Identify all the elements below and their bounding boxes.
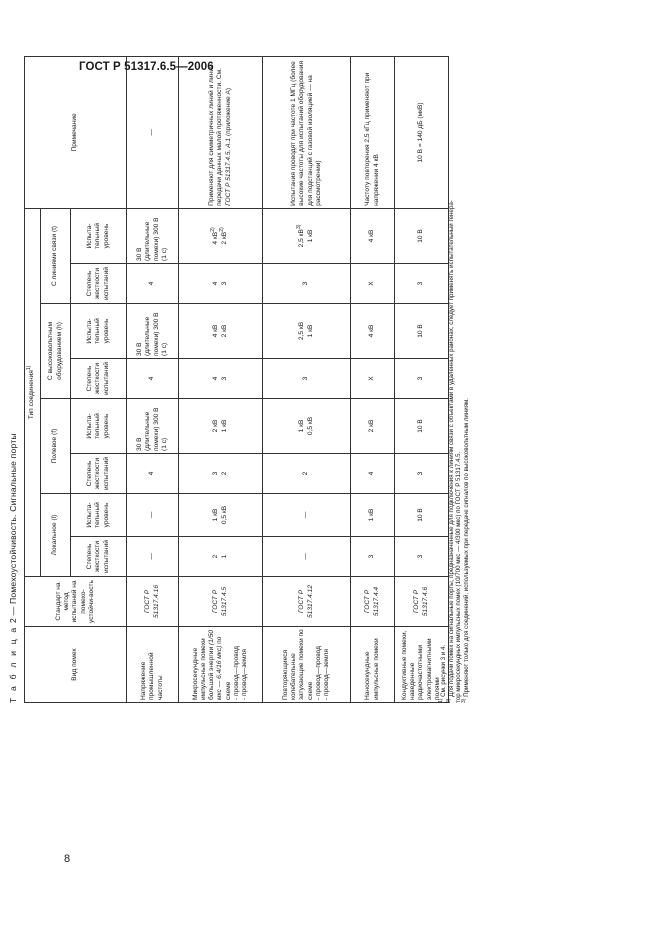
- note-post: (приложение А): [224, 87, 232, 138]
- footnote: [445, 57, 456, 703]
- note-italic: ГОСТ Р 51317.4.5, А.1: [224, 137, 232, 206]
- cell-f-level: 2 кВ: [351, 399, 395, 454]
- cell-f-severity: 3: [395, 454, 449, 494]
- value-2: 1 кВ: [220, 419, 228, 433]
- cell-l-severity: 3: [351, 537, 395, 577]
- cell-h-level: [263, 304, 351, 359]
- value-1: 4: [212, 281, 220, 286]
- caption-label: Т а б л и ц а: [8, 625, 18, 703]
- value-1: 2 кВ: [212, 419, 220, 433]
- cell-l-severity: 3: [395, 537, 449, 577]
- cell-note: Частоту повторения 2,5 кГц применяют при напряжении 4 кВ: [351, 56, 395, 208]
- cell-type-sub1: - провод—провод: [232, 645, 240, 700]
- cell-type-italic: (1/50 мкс — 6,4/16 мкс): [208, 629, 224, 700]
- cell-h-severity: [179, 359, 263, 399]
- value-1: 2,5 кВ: [298, 321, 306, 341]
- header-connection-text: Тип соединения: [28, 370, 36, 420]
- table-row: [127, 56, 179, 702]
- cell-t-level: 30 В (длительные помехи) 300 В (1 с): [127, 208, 179, 263]
- note-text: Применяют для симметричных линий и линий передачи данных малой протяженности. См.: [208, 64, 224, 206]
- cell-type: [263, 627, 351, 703]
- value-2: 3: [220, 376, 228, 381]
- footnote-ref: 3): [296, 224, 303, 230]
- header-note: Примечание: [25, 56, 127, 208]
- cell-l-level: 10 В: [395, 494, 449, 537]
- cell-standard: ГОСТ Р 51317.4.5: [179, 577, 263, 627]
- cell-f-severity: 4: [351, 454, 395, 494]
- cell-note: —: [127, 56, 179, 208]
- value-2: 3: [220, 281, 228, 286]
- cell-standard: ГОСТ Р 51317.4.4: [351, 577, 395, 627]
- header-level: Испыта-тельный уровень: [71, 208, 127, 263]
- footnote: [437, 57, 448, 703]
- footnote: [455, 57, 463, 703]
- cell-l-severity: [179, 537, 263, 577]
- header-field: Полевое (f): [41, 399, 71, 494]
- cell-l-severity: —: [263, 537, 351, 577]
- value-2: 2 кВ: [220, 324, 228, 338]
- rotated-table-block: [2, 57, 492, 703]
- header-severity: Степень жесткости испытаний: [71, 264, 127, 304]
- header-severity: Степень жесткости испытаний: [71, 537, 127, 577]
- header-level: Испыта-тельный уровень: [71, 304, 127, 359]
- cell-f-severity: 4: [127, 454, 179, 494]
- caption-text: 2 — Помехоустойчивость. Сигнальные порты: [8, 433, 18, 623]
- header-type: Вид помех: [25, 627, 127, 703]
- cell-note: Испытания проводят при частоте 1 МГц (более высокие частоты для испытаний оборудования для подстанций с газовой изоляцией — на рассмотрении): [263, 56, 351, 208]
- cell-l-severity: —: [127, 537, 179, 577]
- cell-t-severity: 4: [127, 264, 179, 304]
- cell-l-level: —: [127, 494, 179, 537]
- cell-type: Наносекундные импульсные помехи: [351, 627, 395, 703]
- cell-h-severity: 3: [395, 359, 449, 399]
- cell-f-level: 30 В (длительные помехи) 300 В (1 с): [127, 399, 179, 454]
- cell-h-level: 4 кВ: [351, 304, 395, 359]
- cell-t-level: [263, 208, 351, 263]
- cell-standard: ГОСТ Р 51317.4.12: [263, 577, 351, 627]
- footnote-mark: 2): [445, 698, 452, 703]
- header-severity: Степень жесткости испытаний: [71, 359, 127, 399]
- cell-type: Напряжение промышленной частоты: [127, 627, 179, 703]
- value-2: 2 кВ: [220, 231, 228, 245]
- value-1: 3: [212, 471, 220, 476]
- value-1: 1 кВ: [298, 419, 306, 433]
- cell-h-severity: 4: [127, 359, 179, 399]
- cell-h-level: 30 В (длительные помехи) 300 В (1 с): [127, 304, 179, 359]
- cell-type-sub2: - провод—земля: [240, 649, 248, 700]
- table-row: [263, 56, 351, 702]
- value-1: 4: [212, 376, 220, 381]
- cell-t-severity: X: [351, 264, 395, 304]
- document-header: ГОСТ Р 51317.6.5—2006: [79, 61, 214, 73]
- value-1: 2: [212, 554, 220, 559]
- header-connection-sup: 1): [26, 365, 33, 371]
- table-row: [351, 56, 395, 702]
- cell-f-severity: [179, 454, 263, 494]
- header-severity: Степень жесткости испытаний: [71, 454, 127, 494]
- immunity-table: [24, 56, 449, 703]
- table-row: [179, 56, 263, 702]
- cell-type-text: Микросекундные импульсные помехи большой энергии: [192, 638, 216, 700]
- value-1: 1 кВ: [212, 508, 220, 522]
- header-standard: Стандарт на метод испытаний на помехо-устойчи-вость: [25, 577, 127, 627]
- cell-standard: ГОСТ Р 51317.4.6: [395, 577, 449, 627]
- cell-type-sub2: - провод—земля: [322, 649, 330, 700]
- footnote: [460, 57, 471, 703]
- cell-type-sub1: - провод—провод: [314, 645, 322, 700]
- header-local: Локальное (l): [41, 494, 71, 577]
- cell-f-level: 10 В: [395, 399, 449, 454]
- table-caption: [2, 57, 24, 703]
- footnote-mark: 3): [460, 698, 467, 703]
- cell-h-severity: 3: [263, 359, 351, 399]
- value-2: 1 кВ: [306, 324, 314, 338]
- value-1: 2,5 кВ: [298, 229, 306, 248]
- footnotes: [437, 57, 470, 703]
- header-level: Испыта-тельный уровень: [71, 494, 127, 537]
- value-1: 4 кВ: [212, 231, 220, 245]
- cell-t-level: 4 кВ: [351, 208, 395, 263]
- cell-t-level: 10 В: [395, 208, 449, 263]
- header-hv: С высоковольтным оборудованием (h): [41, 304, 71, 399]
- value-1: 4 кВ: [212, 324, 220, 338]
- page-number: 8: [64, 853, 71, 865]
- cell-note: 10 В = 140 дБ (мкВ): [395, 56, 449, 208]
- value-2: 0,5 кВ: [306, 416, 314, 436]
- footnote-text: Применяют только для соединений, используемых при передаче сигналов по высоковольтным линиям.: [462, 397, 470, 699]
- value-2: 2: [220, 471, 228, 476]
- value-2: 1 кВ: [306, 229, 314, 243]
- cell-type-post: по схеме: [216, 636, 232, 700]
- footnote-text: Для подачи помех на сигнальные порты, предназначенные для подключения к линиям связи с объектами в удаленных районах, следует применять испытательный генера-: [447, 200, 455, 699]
- cell-note: [179, 56, 263, 208]
- footnote-mark: 1): [437, 698, 444, 703]
- cell-standard: ГОСТ Р 51317.4.16: [127, 577, 179, 627]
- cell-h-severity: X: [351, 359, 395, 399]
- cell-f-level: [179, 399, 263, 454]
- footnote-ref: 2): [210, 227, 217, 232]
- cell-t-severity: [179, 264, 263, 304]
- footnote-ref: 2): [218, 227, 225, 232]
- cell-h-level: 10 В: [395, 304, 449, 359]
- cell-t-severity: 3: [395, 264, 449, 304]
- cell-f-level: [263, 399, 351, 454]
- footnote-text: См. рисунки 3 и 4.: [440, 644, 447, 699]
- footnote-text: тор микросекундных импульсных помех (10/700 мкс — 4/300 мкс) по ГОСТ Р 51317.4.5.: [455, 451, 463, 703]
- cell-t-level: [179, 208, 263, 263]
- header-telecom: С линиями связи (t): [41, 208, 71, 303]
- cell-f-severity: 2: [263, 454, 351, 494]
- value-2: 0,5 кВ: [220, 505, 228, 525]
- cell-l-level: 1 кВ: [351, 494, 395, 537]
- cell-type-text: Повторяющиеся колебательные затухающие помехи по схеме: [282, 629, 314, 700]
- header-connection: [25, 208, 41, 576]
- cell-t-severity: 3: [263, 264, 351, 304]
- value-2: 1: [220, 554, 228, 559]
- cell-type: [179, 627, 263, 703]
- cell-l-level: [179, 494, 263, 537]
- cell-type: Кондуктивные помехи, наведенные радиочастотными электромагнитными полями: [395, 627, 449, 703]
- cell-l-level: —: [263, 494, 351, 537]
- cell-h-level: [179, 304, 263, 359]
- header-level: Испыта-тельный уровень: [71, 399, 127, 454]
